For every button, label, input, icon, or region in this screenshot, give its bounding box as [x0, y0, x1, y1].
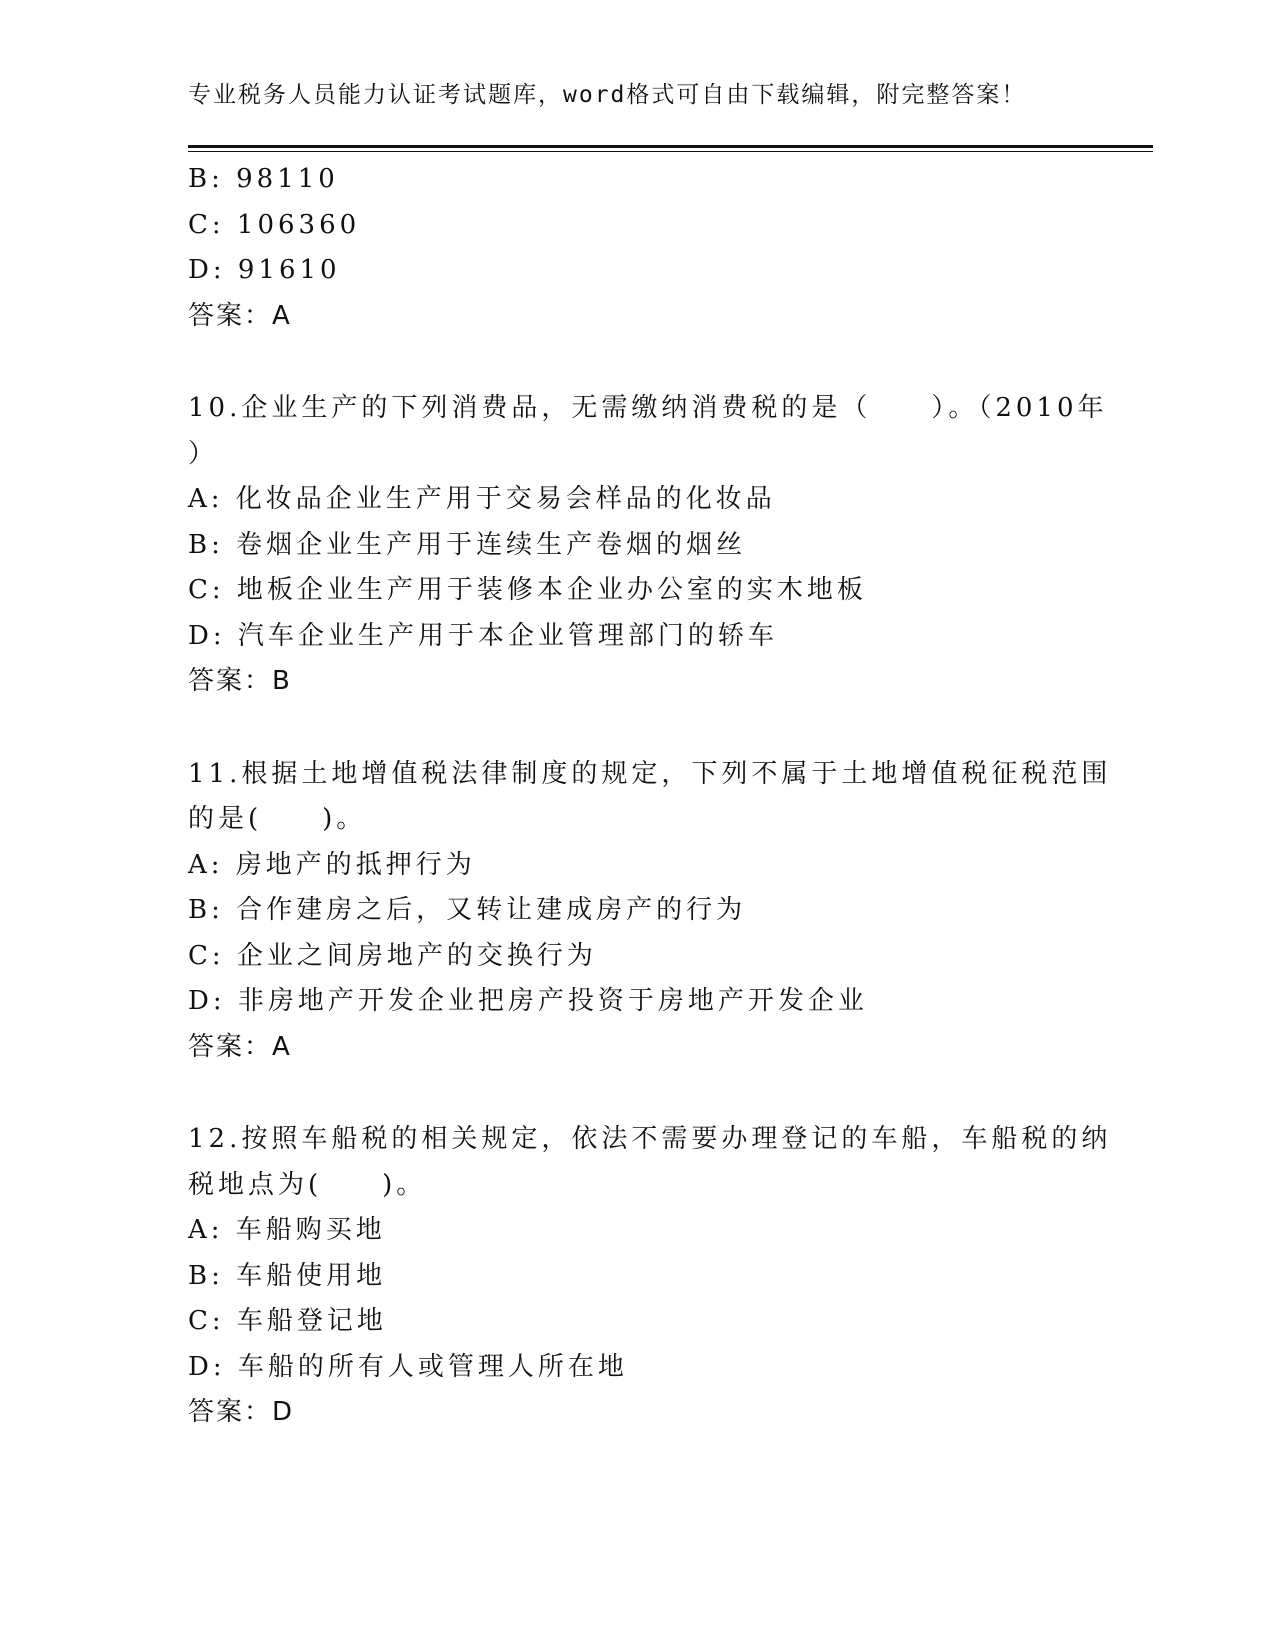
option-b: B: 车船使用地 — [188, 1260, 387, 1291]
question-stem: 11.根据土地增值税法律制度的规定，下列不属于土地增值税征税范围 — [188, 758, 1112, 789]
document-body — [188, 157, 1112, 1436]
spacer — [188, 1070, 1088, 1117]
option-c: C: 地板企业生产用于装修本企业办公室的实木地板 — [188, 575, 867, 605]
question-block-9 — [188, 157, 1088, 339]
question-stem: 12.按照车船税的相关规定，依法不需要办理登记的车船，车船税的纳 — [188, 1124, 1112, 1154]
option-d: D: 车船的所有人或管理人所在地 — [188, 1351, 628, 1382]
question-block-11 — [188, 752, 1112, 1071]
question-stem-continued: 的是( )。 — [188, 804, 367, 834]
option-b: B: 合作建房之后，又转让建成房产的行为 — [188, 895, 747, 925]
question-block-10 — [188, 386, 1108, 705]
page-header: 专业税务人员能力认证考试题库，word格式可自由下载编辑，附完整答案！ — [188, 82, 1027, 108]
option-c: C: 车船登记地 — [188, 1306, 387, 1336]
option-a: A: 化妆品企业生产用于交易会样品的化妆品 — [188, 484, 776, 514]
option-a: A: 房地产的抵押行为 — [188, 849, 476, 880]
option-d: D: 91610 — [188, 255, 341, 285]
spacer — [188, 339, 1088, 386]
option-a: A: 车船购买地 — [188, 1215, 386, 1245]
header-rule-thick — [188, 145, 1153, 148]
option-c: C: 企业之间房地产的交换行为 — [188, 940, 597, 971]
answer-line: 答案：D — [188, 1397, 295, 1427]
answer-line: 答案：A — [188, 1031, 292, 1062]
option-b: B: 98110 — [188, 164, 339, 194]
answer-line: 答案：B — [188, 666, 292, 696]
question-stem-continued: ） — [188, 438, 219, 469]
option-c: C: 106360 — [188, 209, 361, 240]
spacer — [188, 705, 1088, 752]
question-block-12 — [188, 1117, 1112, 1436]
option-b: B: 卷烟企业生产用于连续生产卷烟的烟丝 — [188, 529, 747, 560]
question-stem: 10.企业生产的下列消费品，无需缴纳消费税的是（ ）。（2010年 — [188, 393, 1108, 423]
option-d: D: 汽车企业生产用于本企业管理部门的轿车 — [188, 620, 778, 651]
question-stem-continued: 税地点为( )。 — [188, 1169, 427, 1200]
option-d: D: 非房地产开发企业把房产投资于房地产开发企业 — [188, 986, 868, 1016]
header-rule-thin — [188, 151, 1153, 152]
answer-line: 答案：A — [188, 300, 292, 331]
